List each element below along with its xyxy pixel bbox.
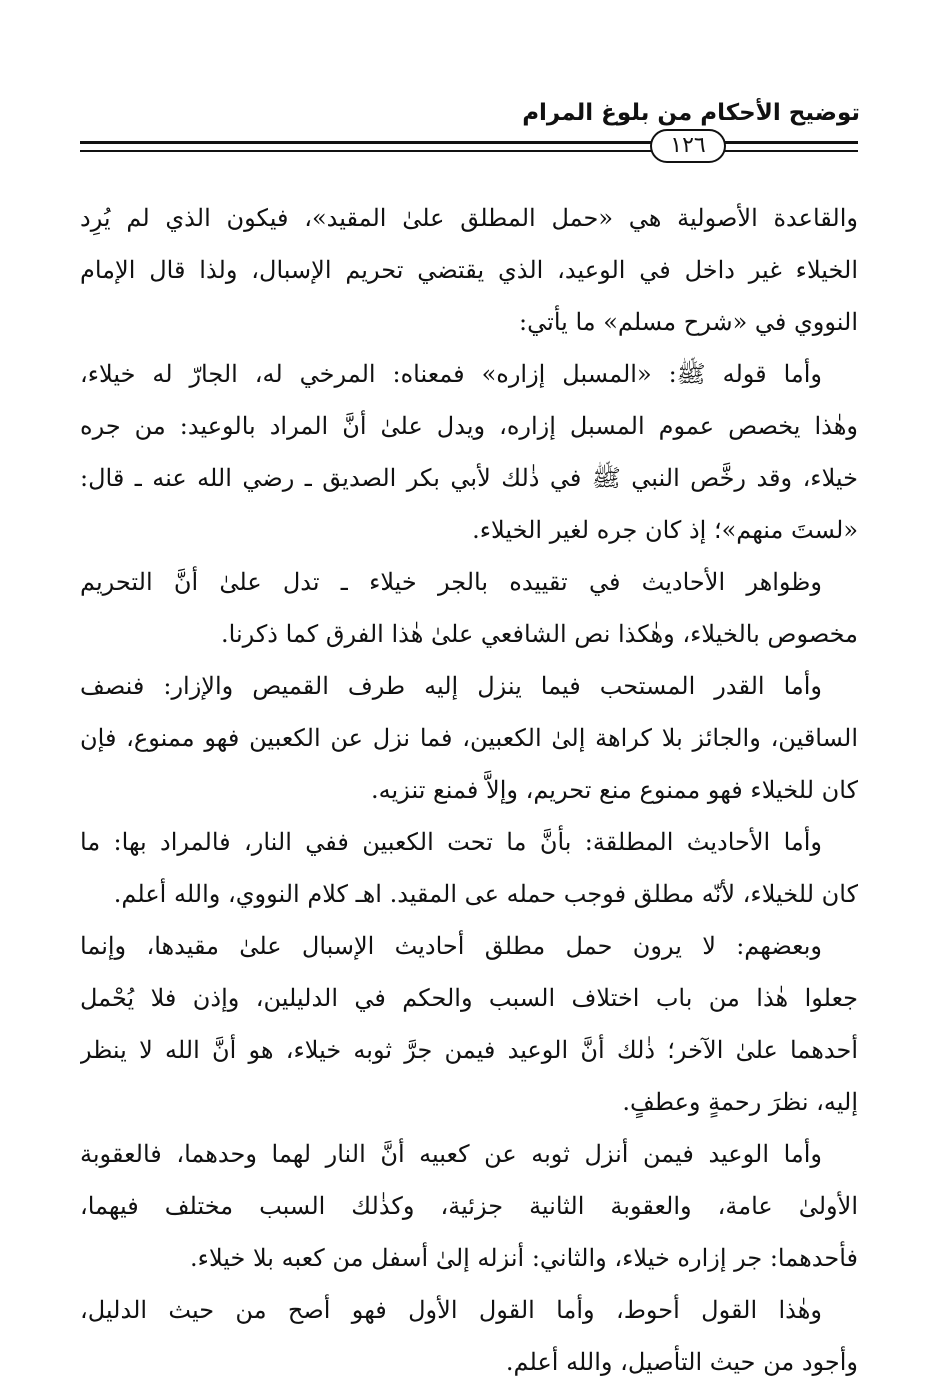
running-title: توضيح الأحكام من بلوغ المرام	[522, 100, 860, 126]
text-line: النووي في «شرح مسلم» ما يأتي:	[519, 308, 858, 336]
text-line: وهٰذا يخصص عموم المسبل إزاره، ويدل علىٰ أنَّ المراد بالوعيد: من جره	[80, 412, 858, 440]
text-line: وأما الوعيد فيمن أنزل ثوبه عن كعبيه أنَّ النار لهما وحدهما، فالعقوبة	[80, 1140, 822, 1168]
text-line: وبعضهم: لا يرون حمل مطلق أحاديث الإسبال علىٰ مقيدها، وإنما	[80, 932, 822, 960]
text-line: الأولىٰ عامة، والعقوبة الثانية جزئية، وكذٰلك السبب مختلف فيهما،	[80, 1192, 858, 1220]
text-line: كان للخيلاء، لأنّه مطلق فوجب حمله عى المقيد. اهـ كلام النووي، والله أعلم.	[113, 880, 858, 908]
header-rule-thick	[80, 141, 858, 144]
text-line: «لستَ منهم»؛ إذ كان جره لغير الخيلاء.	[472, 516, 858, 544]
text-line: إليه، نظرَ رحمةٍ وعطفٍ.	[622, 1088, 858, 1116]
text-line: جعلوا هٰذا من باب اختلاف السبب والحكم في الدليلين، وإذن فلا يُحْمل	[80, 984, 858, 1012]
text-line: وأما الأحاديث المطلقة: بأنَّ ما تحت الكعبين ففي النار، فالمراد بها: ما	[80, 828, 822, 856]
text-line: كان للخيلاء فهو ممنوع منع تحريم، وإلاَّ فمنع تنزيه.	[371, 776, 858, 804]
text-line: مخصوص بالخيلاء، وهٰكذا نص الشافعي علىٰ هٰذا الفرق كما ذكرنا.	[221, 620, 858, 648]
text-line: وأجود من حيث التأصيل، والله أعلم.	[505, 1348, 858, 1376]
text-line: وظواهر الأحاديث في تقييده بالجر خيلاء ـ تدل علىٰ أنَّ التحريم	[80, 568, 822, 596]
text-line: خيلاء، وقد رخَّص النبي ﷺ في ذٰلك لأبي بكر الصديق ـ رضي الله عنه ـ قال:	[80, 464, 858, 492]
text-line: وأما قوله ﷺ: «المسبل إزاره» فمعناه: المرخي له، الجارّ له خيلاء،	[80, 360, 822, 388]
header-rule-thin	[80, 150, 858, 152]
text-line: الخيلاء غير داخل في الوعيد، الذي يقتضي تحريم الإسبال، ولذا قال الإمام	[80, 256, 858, 284]
text-line: وهٰذا القول أحوط، وأما القول الأول فهو أصح من حيث الدليل،	[80, 1296, 822, 1324]
page-number: ١٢٦	[650, 129, 726, 163]
text-line: الساقين، والجائز بلا كراهة إلىٰ الكعبين، فما نزل عن الكعبين فهو ممنوع، فإن	[80, 724, 858, 752]
text-line: أحدهما علىٰ الآخر؛ ذٰلك أنَّ الوعيد فيمن جرَّ ثوبه خيلاء، هو أنَّ الله لا ينظر	[80, 1036, 858, 1064]
body-text	[80, 192, 858, 1388]
text-line: وأما القدر المستحب فيما ينزل إليه طرف القميص والإزار: فنصف	[80, 672, 822, 700]
text-line: والقاعدة الأصولية هي «حمل المطلق علىٰ المقيد»، فيكون الذي لم يُرِد	[80, 204, 858, 232]
text-line: فأحدهما: جر إزاره خيلاء، والثاني: أنزله إلىٰ أسفل من كعبه بلا خيلاء.	[190, 1244, 858, 1272]
